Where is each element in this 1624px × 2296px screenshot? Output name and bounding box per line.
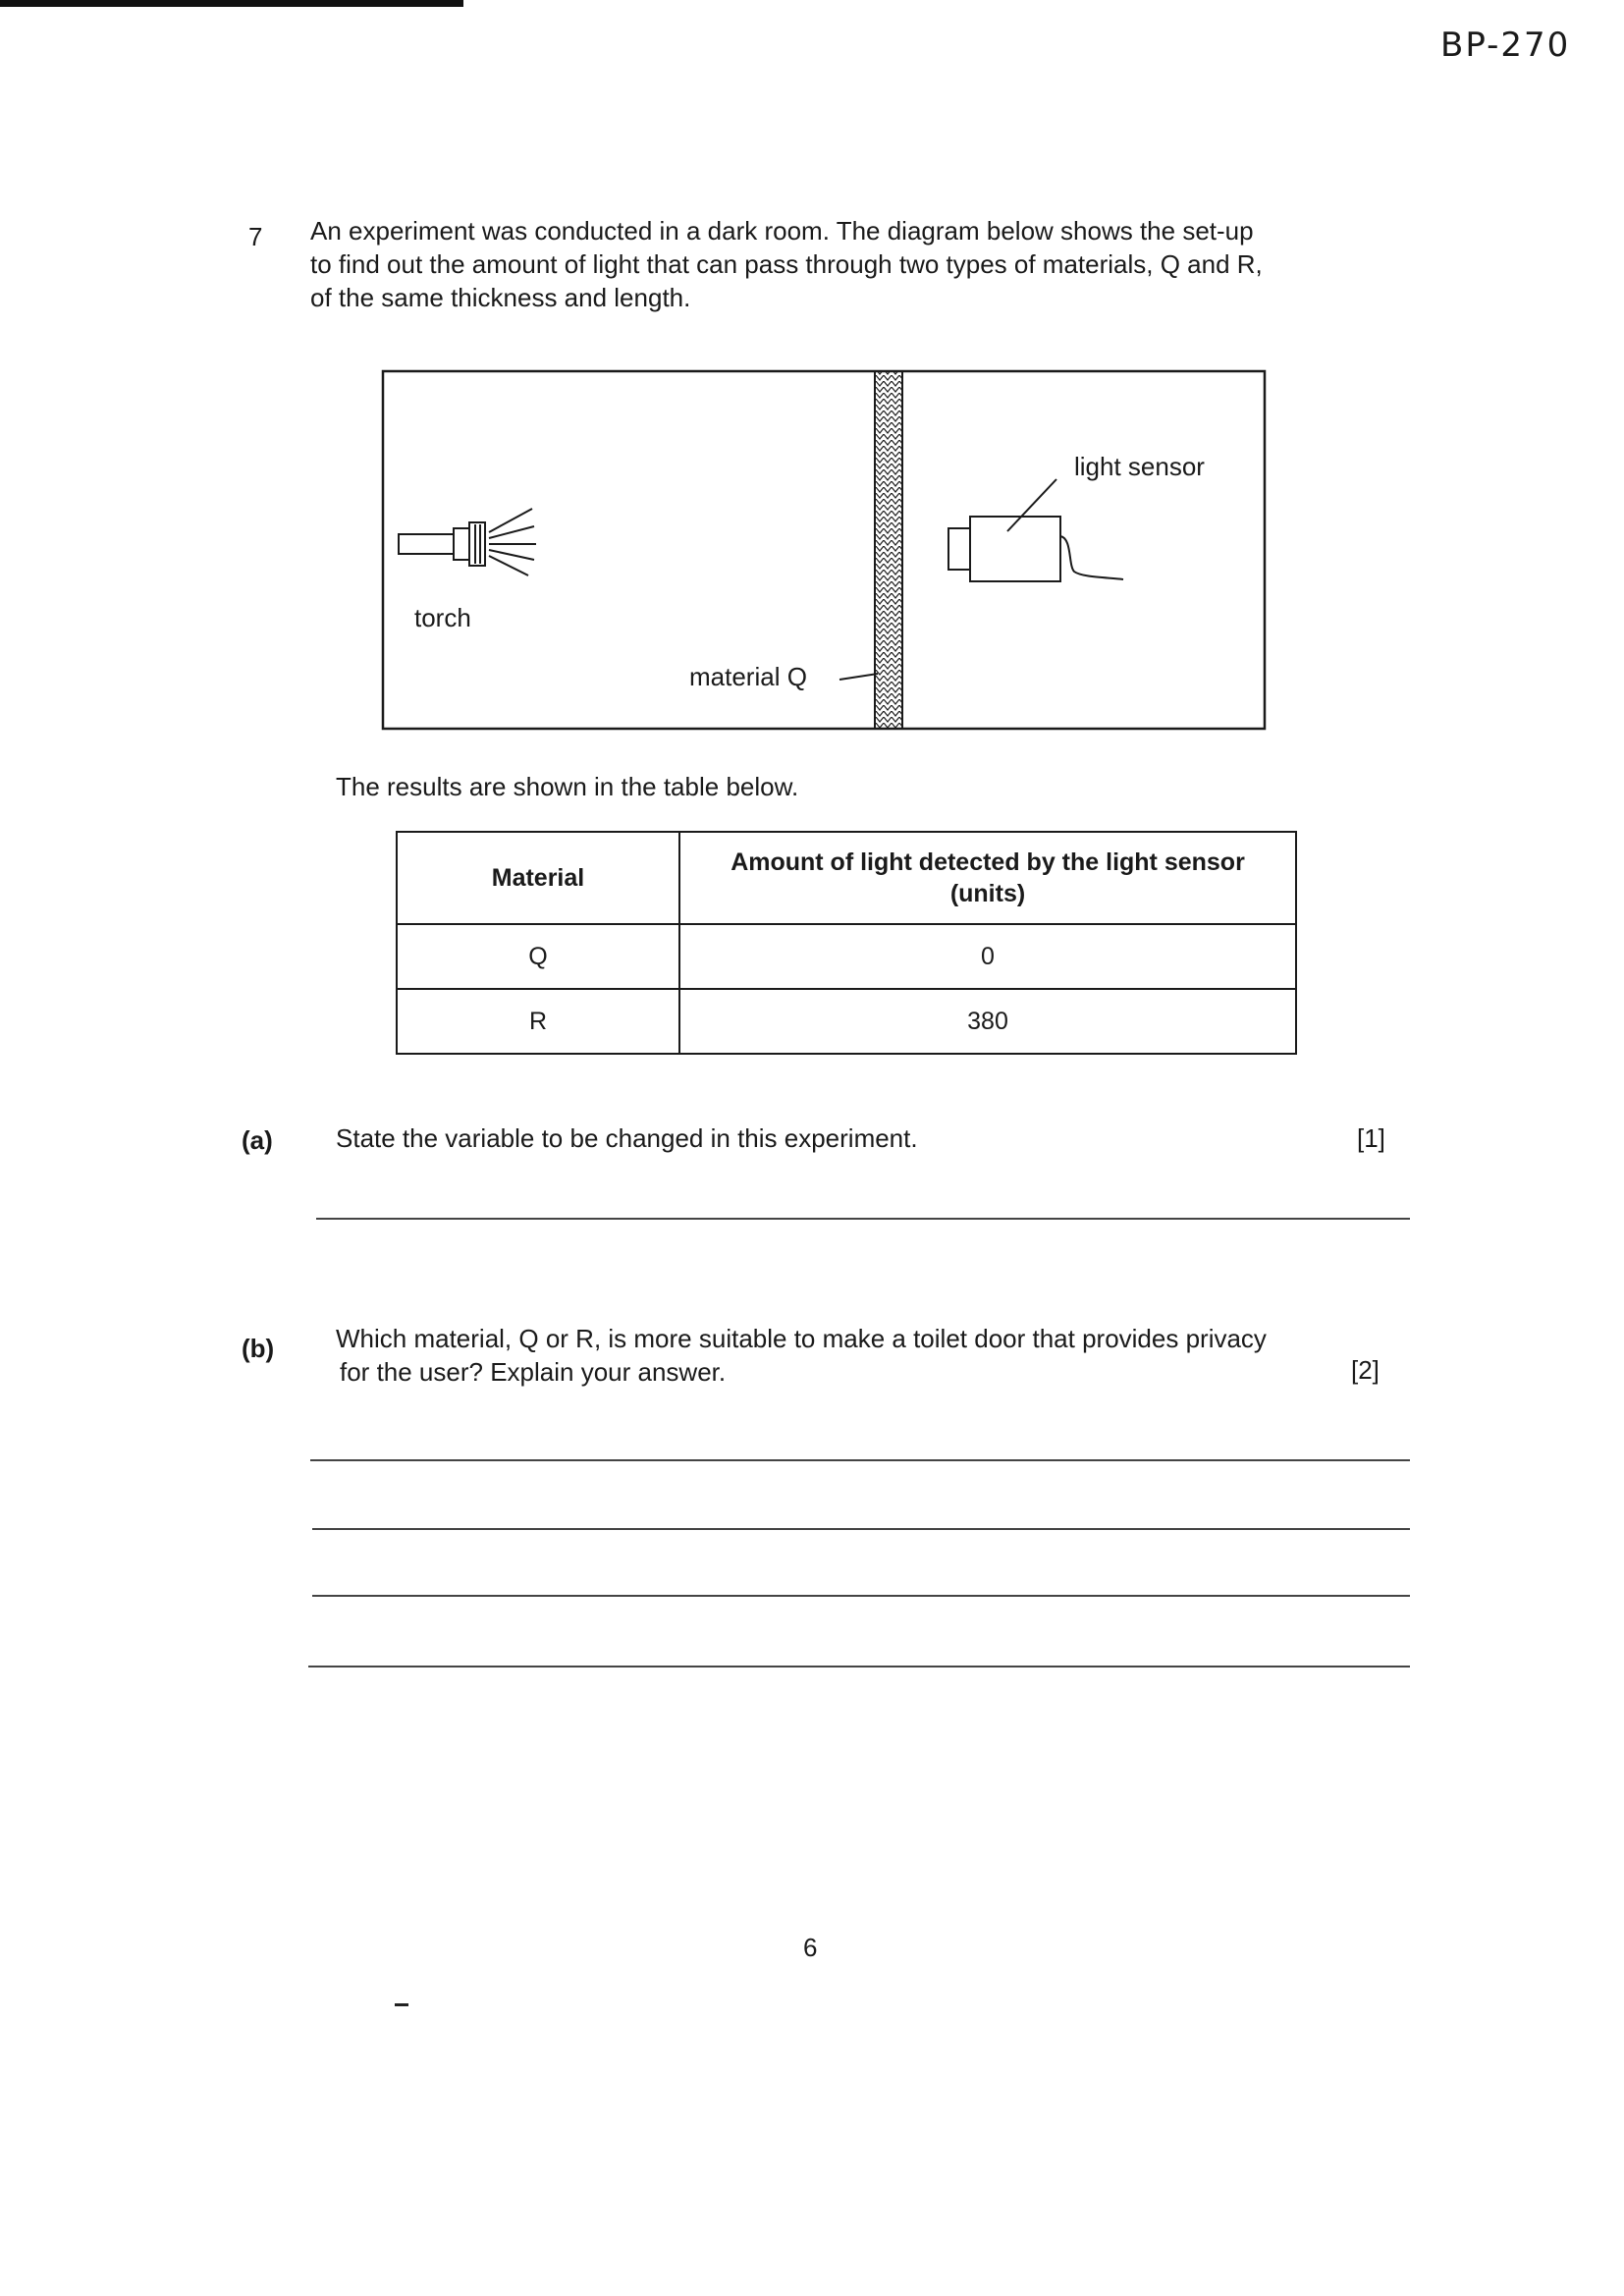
torch-icon — [399, 509, 536, 575]
scan-mark — [395, 2003, 408, 2006]
material-q-label: material Q — [689, 662, 807, 691]
cell-amount: 0 — [679, 924, 1296, 989]
stem-line-2: to find out the amount of light that can pass through two types of materials, Q and R, — [310, 249, 1263, 279]
results-table — [396, 831, 1297, 1055]
cell-amount: 380 — [679, 989, 1296, 1054]
answer-line-b-2[interactable] — [312, 1528, 1410, 1530]
stem-line-1: An experiment was conducted in a dark room. The diagram below shows the set-up — [310, 216, 1254, 246]
results-intro: The results are shown in the table below. — [336, 772, 799, 801]
header-material: Material — [397, 832, 679, 924]
header-amount-units: (units) — [949, 880, 1026, 907]
paper-code: BP-270 — [1440, 26, 1571, 65]
table-row — [397, 924, 1296, 989]
stem-line-3: of the same thickness and length. — [310, 283, 691, 312]
page-number: 6 — [803, 1933, 818, 1962]
torch-label: torch — [414, 603, 471, 632]
table-row — [397, 989, 1296, 1054]
part-b-question-line-1: Which material, Q or R, is more suitable to make a toilet door that provides privacy — [336, 1324, 1267, 1353]
setup-diagram — [381, 369, 1269, 735]
table-header-row — [397, 832, 1296, 924]
question-stem — [310, 214, 1390, 314]
part-a-label: (a) — [242, 1125, 273, 1155]
part-a-question: State the variable to be changed in this experiment. — [336, 1123, 918, 1153]
answer-line-b-4[interactable] — [308, 1666, 1410, 1667]
material-leader-line — [839, 674, 878, 680]
question-number: 7 — [248, 222, 263, 251]
light-sensor-label: light sensor — [1074, 452, 1205, 481]
part-b-marks: [2] — [1351, 1355, 1380, 1385]
answer-line-b-3[interactable] — [312, 1595, 1410, 1597]
answer-line-b-1[interactable] — [310, 1459, 1410, 1461]
answer-line-a[interactable] — [316, 1218, 1410, 1220]
top-border-rule — [0, 0, 463, 7]
cell-material: R — [397, 989, 679, 1054]
setup-diagram-svg — [381, 369, 1269, 735]
material-q-panel — [875, 371, 902, 729]
part-b-question-line-2: for the user? Explain your answer. — [340, 1357, 727, 1387]
dark-room-box — [383, 371, 1265, 729]
header-amount — [679, 832, 1296, 924]
part-b-label: (b) — [242, 1334, 275, 1363]
light-sensor-icon — [948, 479, 1123, 581]
cell-material: Q — [397, 924, 679, 989]
header-amount-line1: Amount of light detected by the light sensor — [731, 848, 1245, 876]
part-a-marks: [1] — [1357, 1123, 1385, 1153]
